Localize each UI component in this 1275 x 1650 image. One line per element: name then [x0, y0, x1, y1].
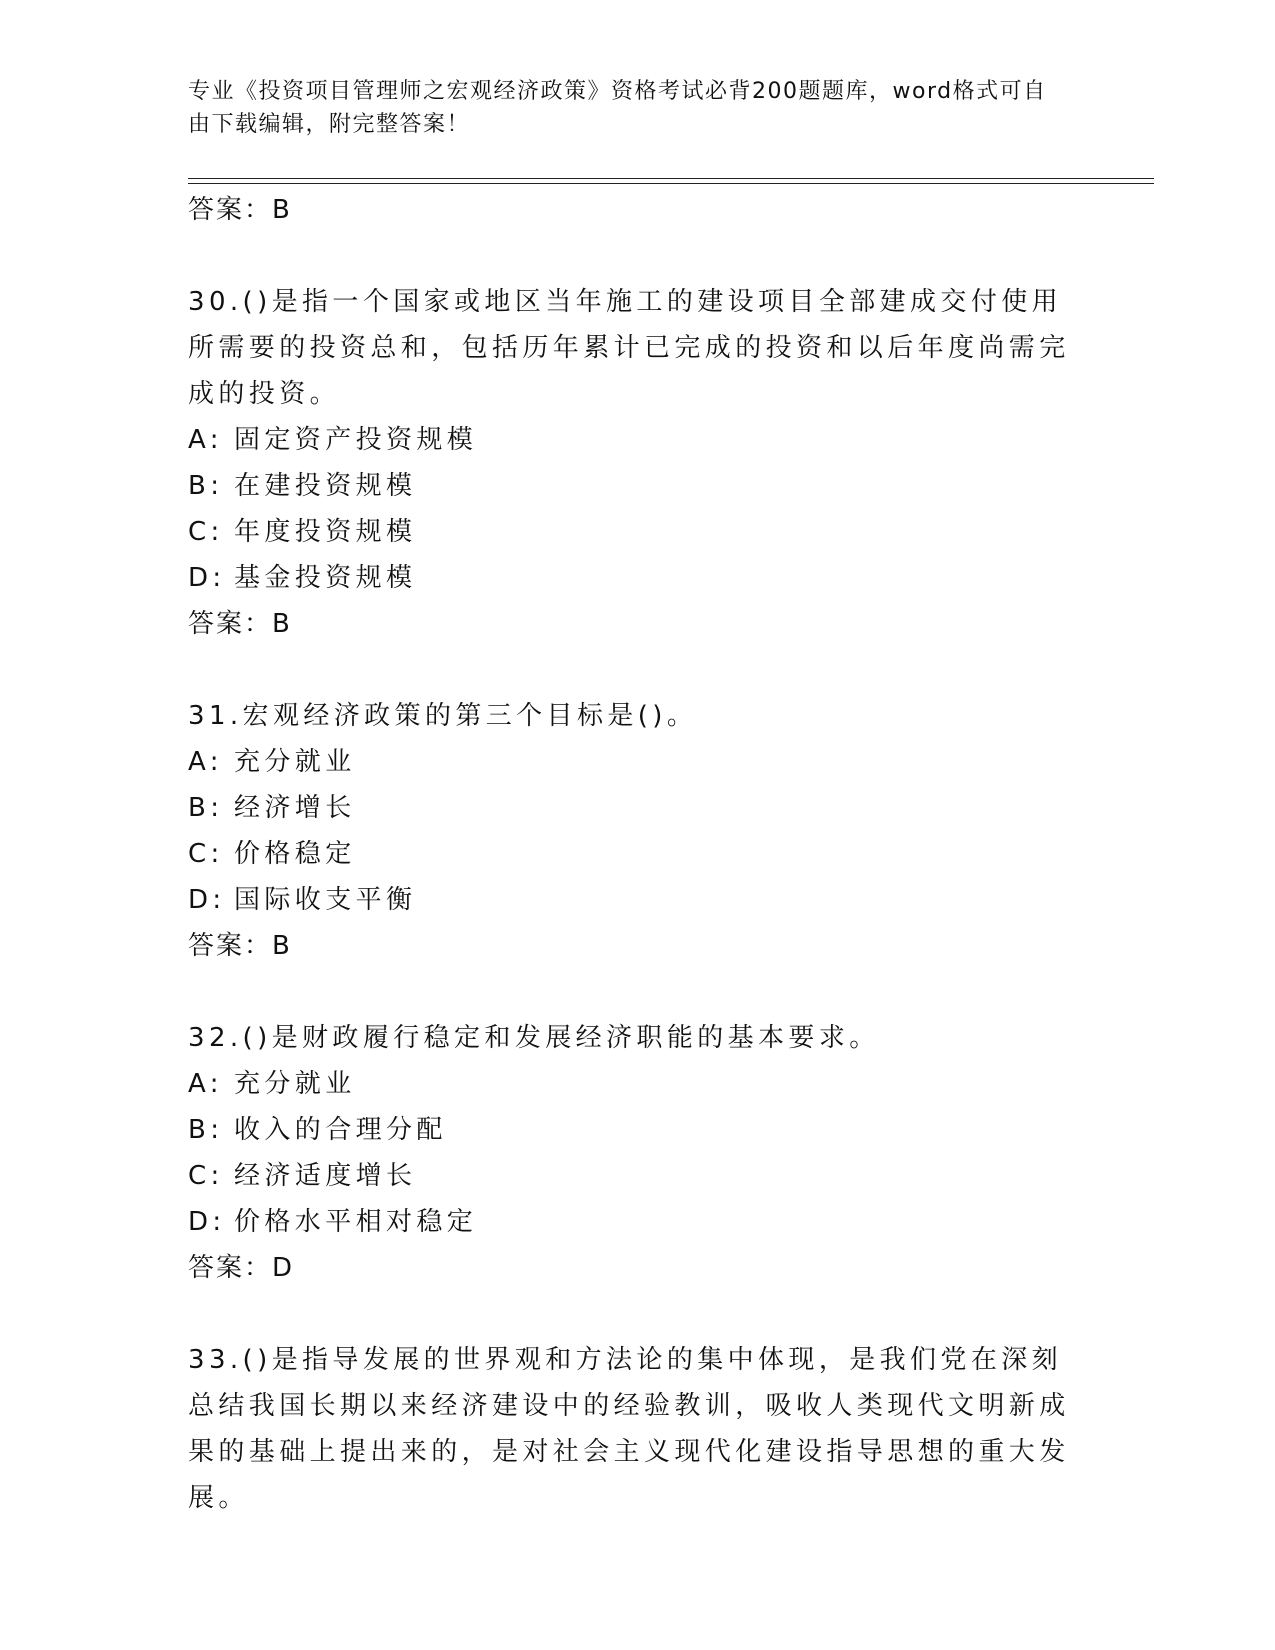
option-key: D: [188, 563, 226, 593]
option-a [188, 1061, 1088, 1107]
option-text: 在建投资规模 [234, 471, 417, 501]
option-b [188, 785, 1088, 831]
option-key: B: [188, 1115, 224, 1145]
option-key: B: [188, 471, 224, 501]
answer-label: 答案： [188, 609, 273, 639]
question-text: 33.()是指导发展的世界观和方法论的集中体现，是我们党在深刻总结我国长期以来经济建设中的经验教训，吸收人类现代文明新成果的基础上提出来的，是对社会主义现代化建设指导思想的重大发展。 [188, 1345, 1070, 1513]
option-text: 经济适度增长 [234, 1161, 417, 1191]
option-text: 收入的合理分配 [234, 1115, 447, 1145]
spacer [188, 1291, 1088, 1337]
option-text: 年度投资规模 [234, 517, 417, 547]
answer-line-prev [188, 187, 1088, 233]
option-key: C: [188, 517, 224, 547]
option-c [188, 1153, 1088, 1199]
option-c [188, 509, 1088, 555]
header-divider-top [188, 178, 1154, 179]
question-text: 31.宏观经济政策的第三个目标是()。 [188, 701, 698, 731]
question-text: 32.()是财政履行稳定和发展经济职能的基本要求。 [188, 1023, 880, 1053]
option-a [188, 417, 1088, 463]
question-block-30 [188, 279, 1088, 647]
option-key: D: [188, 1207, 226, 1237]
question-block-32 [188, 1015, 1088, 1291]
answer-label: 答案： [188, 1253, 273, 1283]
answer-line [188, 601, 1088, 647]
option-key: C: [188, 839, 224, 869]
answer-value: D [272, 1253, 295, 1283]
option-d [188, 555, 1088, 601]
answer-label: 答案： [188, 195, 273, 225]
question-block-31 [188, 693, 1088, 969]
question-text: 30.()是指一个国家或地区当年施工的建设项目全部建成交付使用所需要的投资总和，包括历年累计已完成的投资和以后年度尚需完成的投资。 [188, 287, 1070, 409]
option-key: D: [188, 885, 226, 915]
spacer [188, 647, 1088, 693]
option-key: C: [188, 1161, 224, 1191]
option-key: B: [188, 793, 224, 823]
answer-value: B [272, 931, 292, 961]
option-text: 价格稳定 [234, 839, 356, 869]
answer-value: B [272, 195, 292, 225]
option-key: A: [188, 1069, 223, 1099]
answer-line [188, 923, 1088, 969]
option-text: 经济增长 [234, 793, 356, 823]
option-b [188, 463, 1088, 509]
option-d [188, 877, 1088, 923]
page-header-title: 专业《投资项目管理师之宏观经济政策》资格考试必背200题题库，word格式可自由下载编辑，附完整答案！ [188, 79, 1047, 137]
option-key: A: [188, 747, 223, 777]
option-c [188, 831, 1088, 877]
option-text: 固定资产投资规模 [234, 425, 478, 455]
spacer [188, 233, 1088, 279]
option-b [188, 1107, 1088, 1153]
option-text: 价格水平相对稳定 [234, 1207, 478, 1237]
option-text: 基金投资规模 [234, 563, 417, 593]
spacer [188, 969, 1088, 1015]
answer-line [188, 1245, 1088, 1291]
question-list [188, 187, 1088, 1521]
option-text: 充分就业 [234, 747, 356, 777]
option-text: 充分就业 [234, 1069, 356, 1099]
option-key: A: [188, 425, 223, 455]
header-divider-bottom [188, 183, 1154, 184]
answer-label: 答案： [188, 931, 273, 961]
option-text: 国际收支平衡 [234, 885, 417, 915]
answer-value: B [272, 609, 292, 639]
question-block-33 [188, 1337, 1088, 1521]
option-a [188, 739, 1088, 785]
option-d [188, 1199, 1088, 1245]
